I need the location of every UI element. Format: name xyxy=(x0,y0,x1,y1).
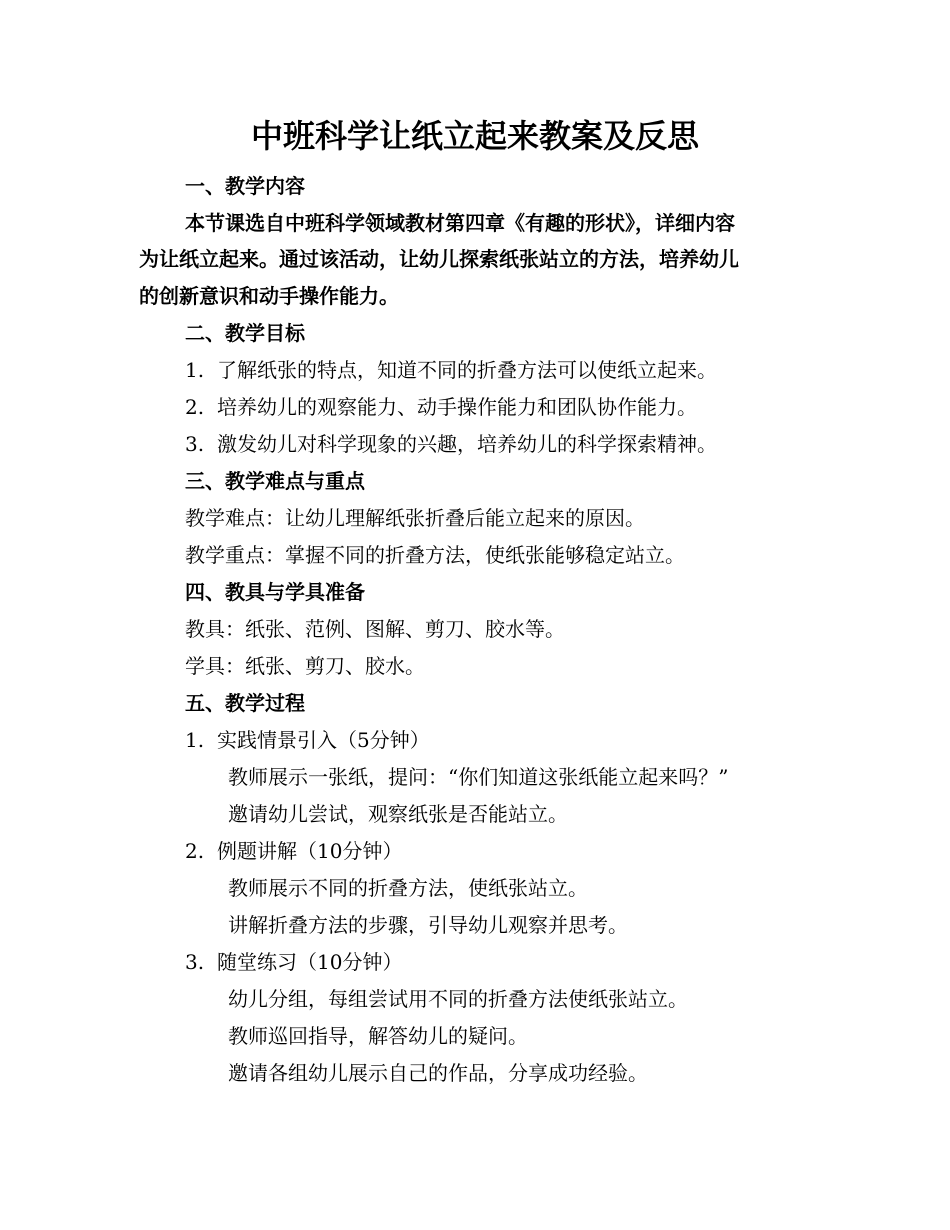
item-number: 1. xyxy=(185,358,205,382)
process-step xyxy=(185,725,430,755)
section-heading-difficulties: 三、教学难点与重点 xyxy=(185,469,365,493)
paragraph-line: 为让纸立起来。通过该活动，让幼儿探索纸张站立的方法，培养幼儿 xyxy=(139,247,739,271)
step-detail: 幼儿分组，每组尝试用不同的折叠方法使纸张站立。 xyxy=(228,987,688,1011)
process-step xyxy=(185,836,402,866)
step-detail: 教师展示一张纸，提问：“你们知道这张纸能立起来吗？” xyxy=(228,765,729,789)
step-number: 3. xyxy=(185,950,205,974)
step-title: 随堂练习（10分钟） xyxy=(217,950,403,974)
process-step xyxy=(185,947,402,977)
text-line: 学具：纸张、剪刀、胶水。 xyxy=(185,654,425,678)
item-number: 3. xyxy=(185,432,205,456)
paragraph-line: 本节课选自中班科学领域教材第四章《有趣的形状》，详细内容 xyxy=(185,211,735,235)
step-detail: 讲解折叠方法的步骤，引导幼儿观察并思考。 xyxy=(228,913,628,937)
section-heading-materials: 四、教具与学具准备 xyxy=(185,580,365,604)
text-line: 教具：纸张、范例、图解、剪刀、胶水等。 xyxy=(185,617,565,641)
text-line: 教学重点：掌握不同的折叠方法，使纸张能够稳定站立。 xyxy=(185,543,685,567)
step-detail: 邀请各组幼儿展示自己的作品，分享成功经验。 xyxy=(228,1061,648,1085)
section-heading-process: 五、教学过程 xyxy=(185,691,305,715)
item-text: 了解纸张的特点，知道不同的折叠方法可以使纸立起来。 xyxy=(217,358,717,382)
text-line: 教学难点：让幼儿理解纸张折叠后能立起来的原因。 xyxy=(185,506,645,530)
section-heading-content: 一、教学内容 xyxy=(185,174,305,198)
step-title: 例题讲解（10分钟） xyxy=(217,839,403,863)
step-number: 2. xyxy=(185,839,205,863)
item-number: 2. xyxy=(185,395,205,419)
objective-item xyxy=(185,392,697,422)
section-heading-objectives: 二、教学目标 xyxy=(185,321,305,345)
objective-item xyxy=(185,429,717,459)
document-title: 中班科学让纸立起来教案及反思 xyxy=(250,117,699,155)
paragraph-line: 的创新意识和动手操作能力。 xyxy=(139,284,399,308)
item-text: 激发幼儿对科学现象的兴趣，培养幼儿的科学探索精神。 xyxy=(217,432,717,456)
step-number: 1. xyxy=(185,728,205,752)
step-title: 实践情景引入（5分钟） xyxy=(217,728,430,752)
step-detail: 教师巡回指导，解答幼儿的疑问。 xyxy=(228,1024,528,1048)
objective-item xyxy=(185,355,717,385)
step-detail: 邀请幼儿尝试，观察纸张是否能站立。 xyxy=(228,802,568,826)
item-text: 培养幼儿的观察能力、动手操作能力和团队协作能力。 xyxy=(217,395,697,419)
step-detail: 教师展示不同的折叠方法，使纸张站立。 xyxy=(228,876,588,900)
